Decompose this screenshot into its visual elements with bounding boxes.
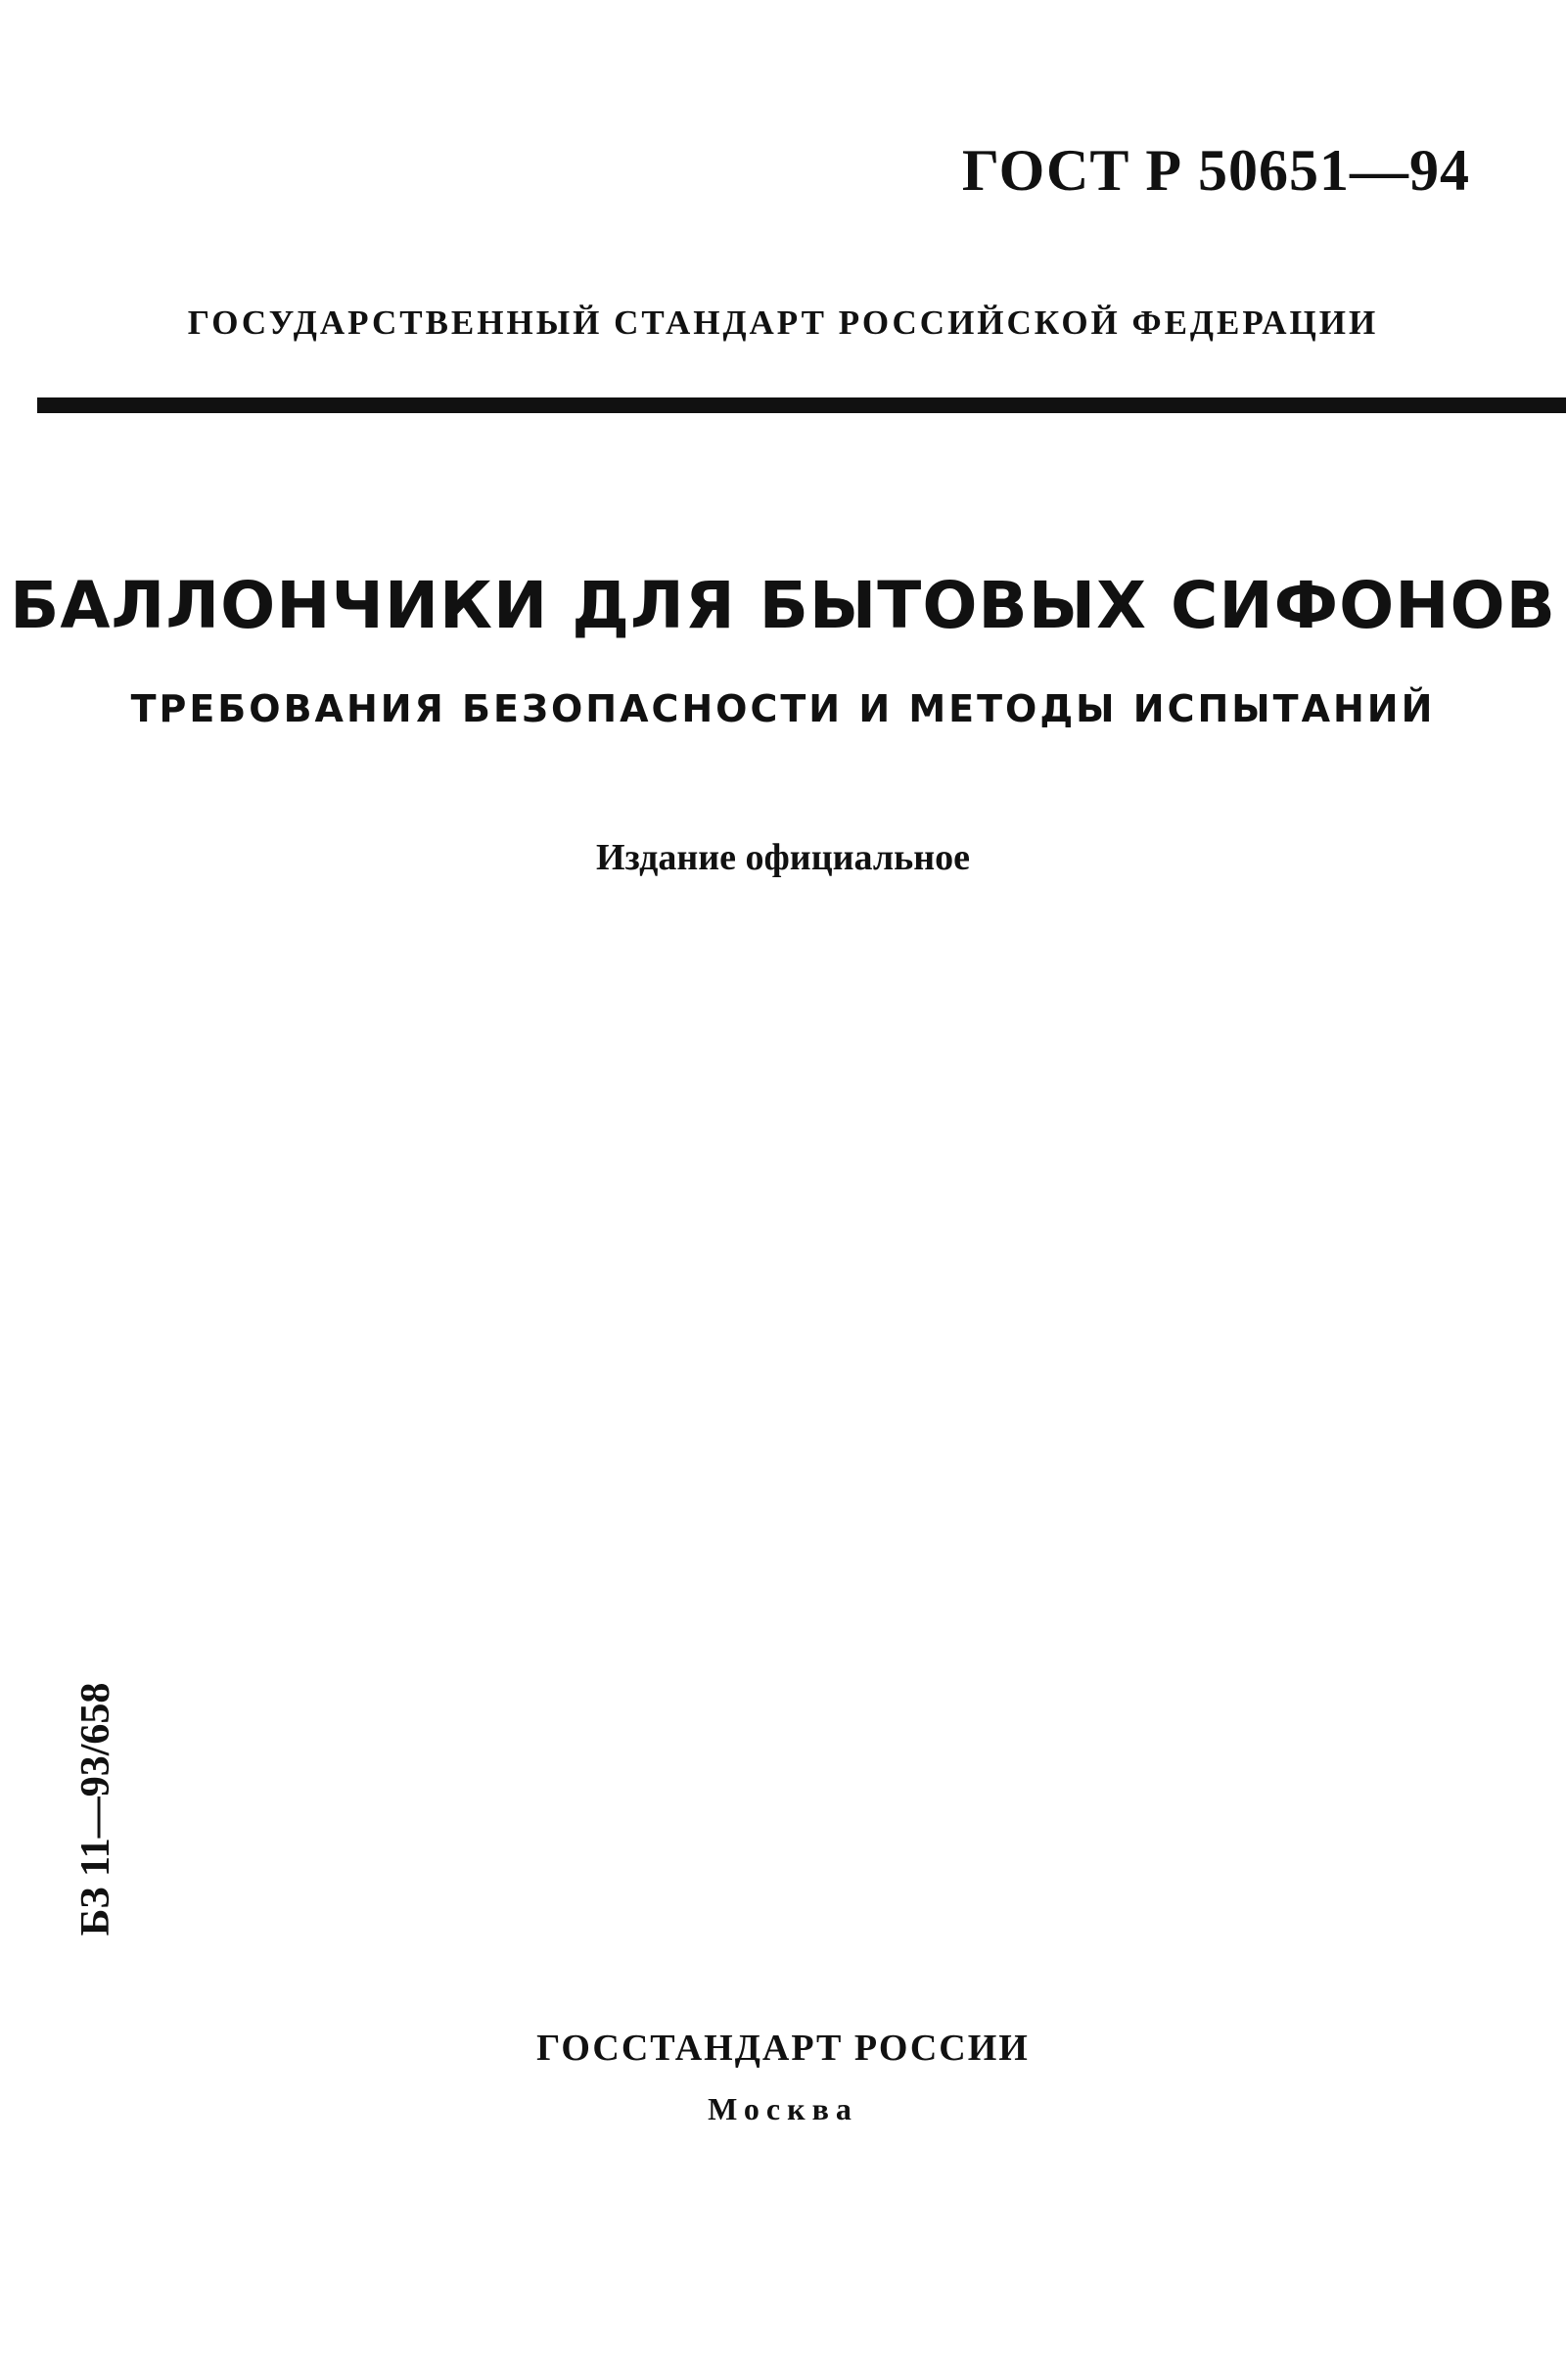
document-title: БАЛЛОНЧИКИ ДЛЯ БЫТОВЫХ СИФОНОВ xyxy=(10,568,1556,643)
document-subtitle: ТРЕБОВАНИЯ БЕЗОПАСНОСТИ И МЕТОДЫ ИСПЫТАНИЙ xyxy=(130,687,1436,730)
publisher: ГОССТАНДАРТ РОССИИ xyxy=(536,2028,1030,2069)
side-catalog-code: БЗ 11—93/658 xyxy=(73,1682,118,1937)
standard-header: ГОСУДАРСТВЕННЫЙ СТАНДАРТ РОССИЙСКОЙ ФЕДЕРАЦИИ xyxy=(187,303,1379,342)
standard-number: ГОСТ Р 50651—94 xyxy=(961,138,1470,203)
publication-city: Москва xyxy=(708,2091,858,2126)
header-rule xyxy=(37,397,1566,413)
edition-note: Издание официальное xyxy=(595,837,970,878)
